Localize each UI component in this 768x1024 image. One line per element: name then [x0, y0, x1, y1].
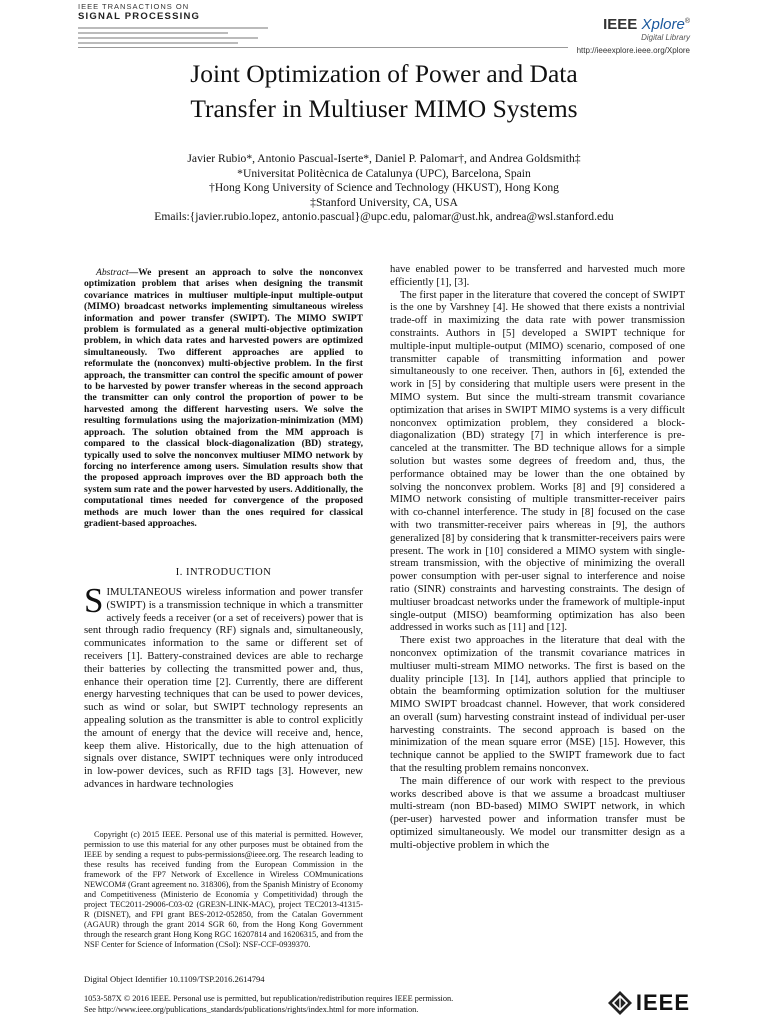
- xplore-url[interactable]: http://ieeexplore.ieee.org/Xplore: [576, 46, 690, 55]
- right-paragraph-4: The main difference of our work with respect to the previous works described above is that we assume a broadcast multiuser multi-stream (non BD-based) MIMO SWIPT network, in which (per-user) harvested power and information transfer must be optimized simultaneously. We model our transmitter design as a multi-objective problem in which the: [390, 774, 685, 851]
- journal-fineprint: [78, 27, 278, 44]
- intro-paragraph: [84, 581, 363, 791]
- journal-header: [78, 2, 278, 47]
- author-emails: Emails:{javier.rubio.lopez, antonio.pascual}@upc.edu, palomar@ust.hk, andrea@wsl.stanford.edu: [154, 210, 614, 223]
- right-column: [390, 263, 685, 852]
- copyright-notice: [84, 994, 453, 1015]
- right-paragraph-3: There exist two approaches in the literature that deal with the nonconvex optimization of the transmit covariance matrices in multiuser multi-stream MIMO networks. The first is based on the duality principle [13]. In [14], authors applied that principle to obtain the beamforming optimization solution for the multiuser MIMO SWIPT broadcast channel. However, that work considered an overall (sum) harvesting constraint instead of individual per-user harvesting constraints. The second approach is based on the minimization of the mean square error (MSE) [15]. However, this technique cannot be applied to the SWIPT framework due to fact that the resulting problem remains nonconvex.: [390, 634, 685, 775]
- xplore-word: Xplore: [641, 16, 685, 33]
- copyright-line-1: 1053-587X © 2016 IEEE. Personal use is permitted, but republication/redistribution requires IEEE permission.: [84, 994, 454, 1003]
- title-line-1: Joint Optimization of Power and Data: [190, 59, 578, 88]
- abstract-label: Abstract: [96, 267, 129, 278]
- affiliation-2: †Hong Kong University of Science and Technology (HKUST), Hong Kong: [209, 181, 559, 194]
- doi: Digital Object Identifier 10.1109/TSP.2016.2614794: [84, 974, 265, 984]
- abstract-text: —We present an approach to solve the nonconvex optimization problem that arises when designing the transmit covariance matrices in multiuser multiple-input multiple-output (MIMO) broadcast networks implementing simultaneous wireless information and power transfer (SWIPT). The MIMO SWIPT problem is formulated as a general multi-objective optimization problem, in which data rates and harvested powers are optimized simultaneously. Two different approaches are applied to reformulate the (nonconvex) multi-objective problem. In the first approach, the transmitter can control the specific amount of power to be harvested by power transfer whereas in the second approach the transmitter can only control the proportion of power to be harvested among the different harvesting users. We solve the resulting formulations using the majorization-minimization (MM) approach. The solution obtained from the MM approach is compared to the classical block-diagonalization (BD) strategy, typically used to solve the nonconvex multiuser MIMO network by forcing no interference among users. Simulation results show that the proposed approach improves over the BD approach both the system sum rate and the power harvested by users. Additionally, the computational times needed for convergence of the proposed methods are much lower than the ones required for classical gradient-based approaches.: [84, 267, 363, 529]
- title-line-2: Transfer in Multiuser MIMO Systems: [190, 94, 578, 123]
- right-paragraph-1: have enabled power to be transferred and harvested much more efficiently [1], [3].: [390, 263, 685, 288]
- header-rule: [78, 47, 568, 48]
- journal-name: SIGNAL PROCESSING: [78, 11, 201, 22]
- drop-cap: S: [84, 581, 104, 620]
- right-paragraph-2: The first paper in the literature that covered the concept of SWIPT is the one by Varshney [4]. He showed that there exists a nontrivial trade-off in maximizing the data rate with power transmission constraints. Authors in [5] developed a SWIPT technique for multiple-input multiple-output (MIMO) scenario, composed of one transmitter capable of transmitting information and power simultaneously to one receiver. Then, authors in [6], extended the work in [5] by considering that multiple users were present in the MIMO system. But since the multi-stream transmit covariance optimization that arises in SWIPT MIMO systems is a very difficult nonconvex optimization problem, they considered a block-diagonalization (BD) strategy [7] in which interference is pre-canceled at the transmitter. The BD technique allows for a simple solution but wastes some degrees of freedom and, thus, the performance obtained may be lower than the one obtained by solving the nonconvex problem. Works [8] and [9] considered a MIMO network consisting of multiple transmitter-receiver pairs with co-channel interference. The study in [8] focused on the case with two transmitter-receiver pairs whereas in [9], the authors generalized [8] by considering that k transmitter-receivers pairs were present. The work in [10] considered a MIMO system with single-stream transmission, with the objective of minimizing the overall power consumption with per-user signal to interference and noise ratio (SINR) constraints and harvesting constraints. The design of multiuser broadcast networks under the framework of multiple-input single-output (MISO) beamforming optimization has also been addressed in works such as [11] and [12].: [390, 288, 685, 634]
- author-block: [0, 152, 768, 225]
- affiliation-1: *Universitat Politècnica de Catalunya (UPC), Barcelona, Spain: [237, 166, 531, 180]
- intro-text: IMULTANEOUS wireless information and power transfer (SWIPT) is a transmission technique in which a transmitter actively feeds a receiver (or a set of receivers) power that is sent through radio frequency (RF) signals and, simultaneously, communicates information to the same or different set of receivers [1]. Battery-constrained devices are able to recharge their batteries by collecting the transmitted power and, thus, enhance their operation time [2]. Currently, there are different energy harvesting techniques that can be used to power devices, such as wind or solar, but SWIPT technology represents an appealing solution as the transmitter is able to control explicitly the amount of energy that the device will receive and, hence, keep them alive. Historically, due to the high attenuation of signals over distance, SWIPT techniques were only introduced in low-power devices, such as RFID tags [3]. However, new advances in hardware technologies: [84, 586, 363, 790]
- author-names: Javier Rubio*, Antonio Pascual-Iserte*, Daniel P. Palomar†, and Andrea Goldsmith‡: [187, 152, 581, 165]
- section-heading: I. INTRODUCTION: [175, 567, 272, 578]
- ieee-wordmark: IEEE: [635, 990, 690, 1015]
- copyright-line-2: See http://www.ieee.org/publications_standards/publications/rights/index.html for more information.: [84, 1004, 419, 1014]
- xplore-subtitle: Digital Library: [641, 33, 690, 42]
- xplore-brand: IEEE: [603, 16, 638, 33]
- footnote: Copyright (c) 2015 IEEE. Personal use of this material is permitted. However, permission to use this material for any other purposes must be obtained from the IEEE by sending a request to pubs-permissions@ieee.org. The research leading to these results has received funding from the European Commission in the framework of the FP7 Network of Excellence in Wireless COMmunications NEWCOM# (Grant agreement no. 318306), from the Spanish Ministry of Economy and Competitiveness (Ministerio de Economía y Competitividad) through the project TEC2011-29006-C03-02 (GRE3N-LINK-MAC), project TEC2013-41315-R (DISNET), and FPI grant BES-2012-052850, from the Catalan Government (AGAUR) through the grant 2014 SGR 60, from the Hong Kong Government through the research grant Hong Kong RGC 16207814 and 16206315, and from the NSF Center for Science of Information (CSoI): NSF-CCF-0939370.: [84, 830, 363, 949]
- xplore-reg: ®: [684, 18, 690, 25]
- abstract: [84, 267, 363, 529]
- paper-title: [0, 56, 768, 126]
- affiliation-3: ‡Stanford University, CA, USA: [310, 195, 458, 209]
- ieee-xplore-logo: [603, 14, 690, 43]
- ieee-logo: [607, 990, 690, 1016]
- journal-series: IEEE TRANSACTIONS ON: [78, 2, 190, 11]
- ieee-diamond-icon: [607, 990, 633, 1016]
